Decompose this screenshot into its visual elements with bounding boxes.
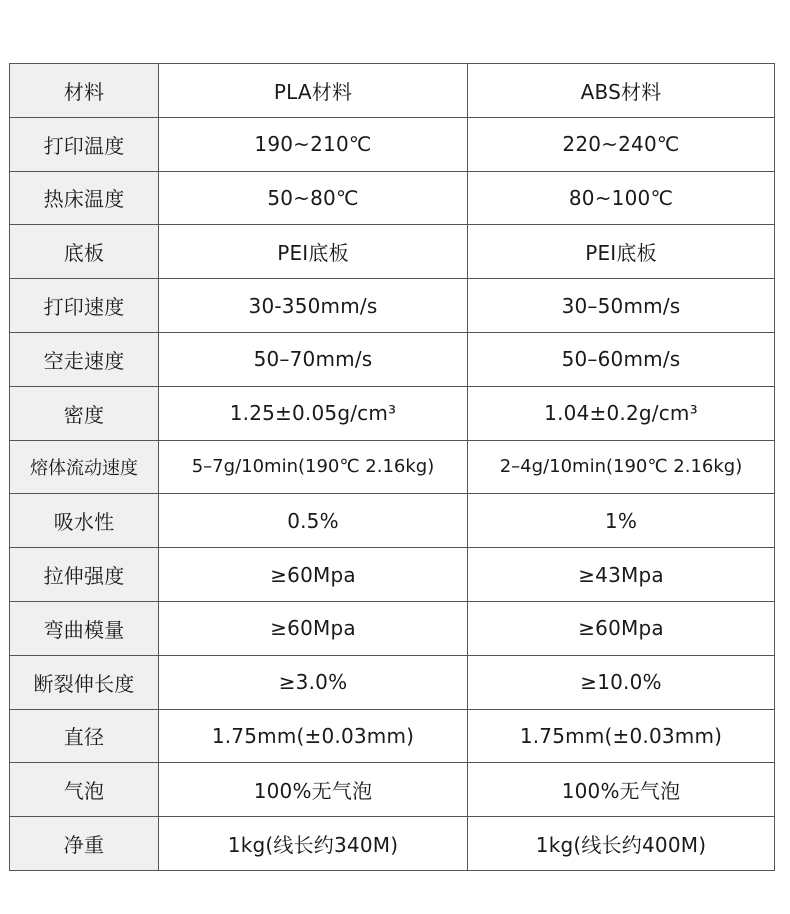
pla-value: 0.5% <box>159 494 468 548</box>
pla-value: 1.75mm(±0.03mm) <box>159 709 468 763</box>
table-row <box>10 64 775 118</box>
abs-value: 80~100℃ <box>468 171 775 225</box>
row-label: 底板 <box>10 225 159 279</box>
table-row <box>10 279 775 333</box>
pla-value: 1.25±0.05g/cm³ <box>159 386 468 440</box>
table-row <box>10 601 775 655</box>
row-label: 打印温度 <box>10 117 159 171</box>
abs-value: 50–60mm/s <box>468 332 775 386</box>
table-row <box>10 386 775 440</box>
spec-comparison-table <box>9 63 775 871</box>
abs-value: 1kg(线长约400M) <box>468 817 775 871</box>
table-row <box>10 817 775 871</box>
pla-value: 190~210℃ <box>159 117 468 171</box>
row-label: 弯曲模量 <box>10 601 159 655</box>
table-row <box>10 548 775 602</box>
abs-value: 100%无气泡 <box>468 763 775 817</box>
table-row <box>10 709 775 763</box>
table-row <box>10 440 775 494</box>
abs-value: 30–50mm/s <box>468 279 775 333</box>
row-label: 密度 <box>10 386 159 440</box>
row-label: 打印速度 <box>10 279 159 333</box>
abs-value: ≥60Mpa <box>468 601 775 655</box>
row-label: 直径 <box>10 709 159 763</box>
pla-value: 5–7g/10min(190℃ 2.16kg) <box>159 440 468 494</box>
pla-value: 1kg(线长约340M) <box>159 817 468 871</box>
abs-value: ≥10.0% <box>468 655 775 709</box>
abs-value: 220~240℃ <box>468 117 775 171</box>
table-row <box>10 332 775 386</box>
table-row <box>10 225 775 279</box>
abs-value: 1.04±0.2g/cm³ <box>468 386 775 440</box>
pla-value: 30-350mm/s <box>159 279 468 333</box>
pla-value: PEI底板 <box>159 225 468 279</box>
row-label: 材料 <box>10 64 159 118</box>
abs-value: 1% <box>468 494 775 548</box>
pla-value: 100%无气泡 <box>159 763 468 817</box>
pla-value: 50–70mm/s <box>159 332 468 386</box>
table-row <box>10 655 775 709</box>
abs-value: 2–4g/10min(190℃ 2.16kg) <box>468 440 775 494</box>
table-row <box>10 171 775 225</box>
abs-value: ≥43Mpa <box>468 548 775 602</box>
pla-value: ≥3.0% <box>159 655 468 709</box>
row-label: 气泡 <box>10 763 159 817</box>
row-label: 热床温度 <box>10 171 159 225</box>
abs-value: PEI底板 <box>468 225 775 279</box>
row-label: 吸水性 <box>10 494 159 548</box>
row-label: 断裂伸长度 <box>10 655 159 709</box>
pla-value: PLA材料 <box>159 64 468 118</box>
row-label: 空走速度 <box>10 332 159 386</box>
table-row <box>10 763 775 817</box>
abs-value: ABS材料 <box>468 64 775 118</box>
table-row <box>10 117 775 171</box>
row-label: 净重 <box>10 817 159 871</box>
row-label: 拉伸强度 <box>10 548 159 602</box>
pla-value: 50~80℃ <box>159 171 468 225</box>
table-row <box>10 494 775 548</box>
row-label: 熔体流动速度 <box>10 440 159 494</box>
pla-value: ≥60Mpa <box>159 548 468 602</box>
abs-value: 1.75mm(±0.03mm) <box>468 709 775 763</box>
pla-value: ≥60Mpa <box>159 601 468 655</box>
